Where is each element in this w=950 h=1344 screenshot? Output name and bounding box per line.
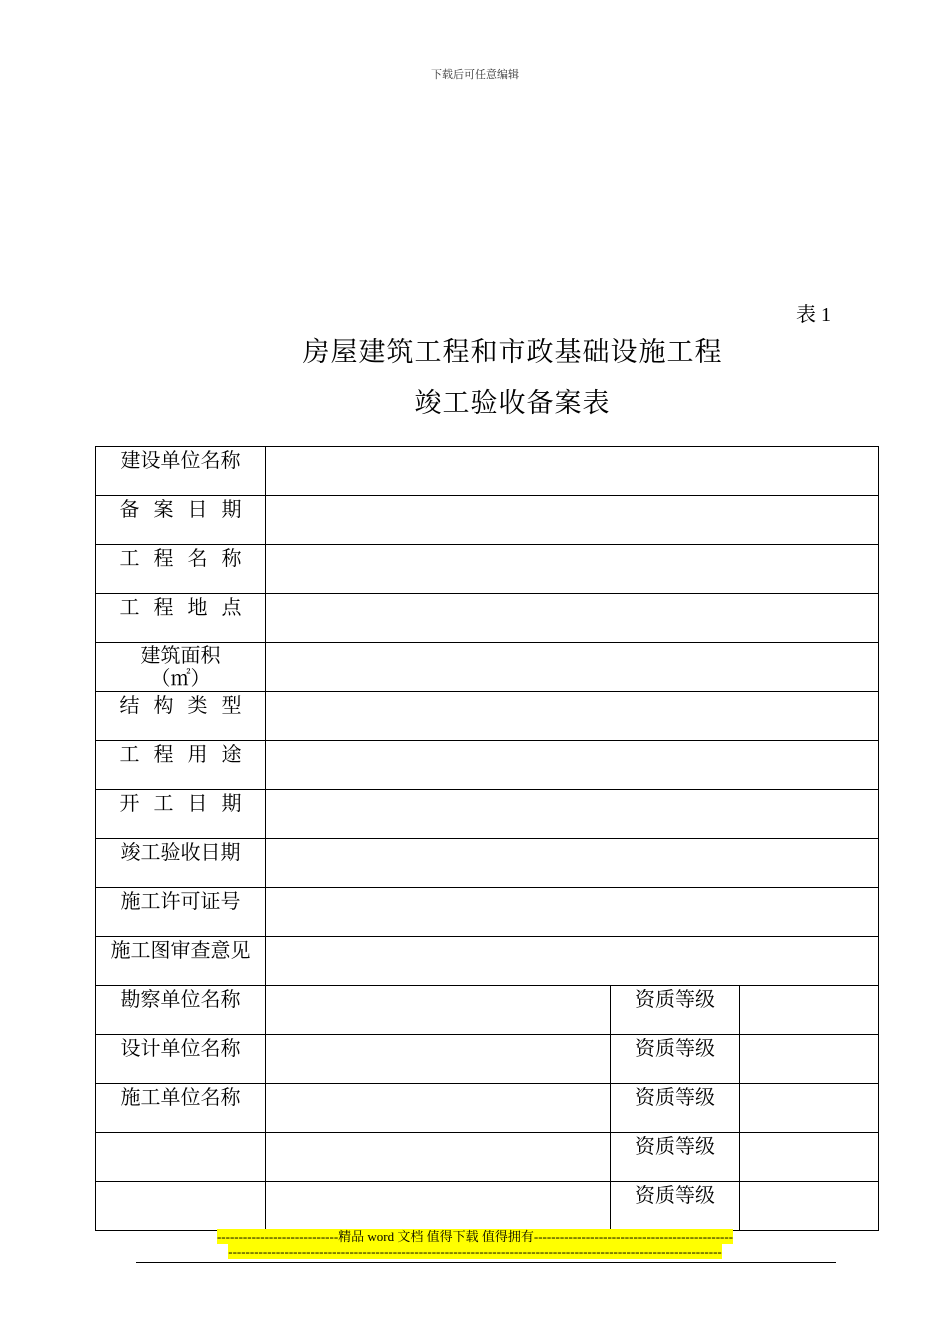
header-note: 下载后可任意编辑	[431, 68, 519, 81]
field-survey-grade[interactable]	[740, 986, 879, 1035]
row-drawing-review	[96, 937, 879, 986]
label-building-area: 建筑面积 （㎡）	[96, 643, 266, 692]
row-project-location	[96, 594, 879, 643]
field-project-purpose[interactable]	[266, 741, 879, 790]
field-extra-unit-1[interactable]	[266, 1133, 611, 1182]
footer-line-1: ----------------------------精品 word 文档 值得下载 值得拥有----------------------------------------------	[216, 1229, 734, 1244]
table-number: 表 1	[796, 304, 831, 326]
field-building-area[interactable]	[266, 643, 879, 692]
label-extra-unit-1[interactable]	[96, 1133, 266, 1182]
label-contractor-unit: 施工单位名称	[96, 1084, 266, 1133]
row-acceptance-date	[96, 839, 879, 888]
label-extra-grade-2: 资质等级	[611, 1182, 740, 1231]
row-permit-number	[96, 888, 879, 937]
field-structure-type[interactable]	[266, 692, 879, 741]
row-filing-date	[96, 496, 879, 545]
footer-line-2: ------------------------------------------------------------------------------------------------------------------	[228, 1244, 722, 1259]
field-start-date[interactable]	[266, 790, 879, 839]
label-structure-type: 结 构 类 型	[96, 692, 266, 741]
row-extra-unit-2	[96, 1182, 879, 1231]
label-survey-grade: 资质等级	[611, 986, 740, 1035]
label-filing-date: 备 案 日 期	[96, 496, 266, 545]
form-title-line1: 房屋建筑工程和市政基础设施工程	[302, 337, 723, 368]
label-project-location: 工 程 地 点	[96, 594, 266, 643]
field-project-name[interactable]	[266, 545, 879, 594]
label-extra-grade-1: 资质等级	[611, 1133, 740, 1182]
row-start-date	[96, 790, 879, 839]
filing-form-table	[95, 446, 879, 1231]
field-drawing-review[interactable]	[266, 937, 879, 986]
label-design-grade: 资质等级	[611, 1035, 740, 1084]
field-acceptance-date[interactable]	[266, 839, 879, 888]
field-permit-number[interactable]	[266, 888, 879, 937]
form-title-line2: 竣工验收备案表	[414, 388, 611, 419]
field-survey-unit[interactable]	[266, 986, 611, 1035]
row-construction-unit	[96, 447, 879, 496]
label-design-unit: 设计单位名称	[96, 1035, 266, 1084]
field-extra-unit-2[interactable]	[266, 1182, 611, 1231]
field-construction-unit[interactable]	[266, 447, 879, 496]
row-project-purpose	[96, 741, 879, 790]
label-contractor-grade: 资质等级	[611, 1084, 740, 1133]
label-permit-number: 施工许可证号	[96, 888, 266, 937]
field-design-unit[interactable]	[266, 1035, 611, 1084]
label-survey-unit: 勘察单位名称	[96, 986, 266, 1035]
row-contractor-unit	[96, 1084, 879, 1133]
footer-banner	[0, 1229, 950, 1259]
field-extra-grade-1[interactable]	[740, 1133, 879, 1182]
row-design-unit	[96, 1035, 879, 1084]
field-contractor-grade[interactable]	[740, 1084, 879, 1133]
label-extra-unit-2[interactable]	[96, 1182, 266, 1231]
row-structure-type	[96, 692, 879, 741]
row-survey-unit	[96, 986, 879, 1035]
label-drawing-review: 施工图审查意见	[96, 937, 266, 986]
row-building-area	[96, 643, 879, 692]
field-design-grade[interactable]	[740, 1035, 879, 1084]
field-project-location[interactable]	[266, 594, 879, 643]
label-project-purpose: 工 程 用 途	[96, 741, 266, 790]
field-filing-date[interactable]	[266, 496, 879, 545]
label-start-date: 开 工 日 期	[96, 790, 266, 839]
row-project-name	[96, 545, 879, 594]
footer-divider	[136, 1262, 836, 1263]
field-contractor-unit[interactable]	[266, 1084, 611, 1133]
field-extra-grade-2[interactable]	[740, 1182, 879, 1231]
row-extra-unit-1	[96, 1133, 879, 1182]
label-project-name: 工 程 名 称	[96, 545, 266, 594]
label-acceptance-date: 竣工验收日期	[96, 839, 266, 888]
label-construction-unit: 建设单位名称	[96, 447, 266, 496]
